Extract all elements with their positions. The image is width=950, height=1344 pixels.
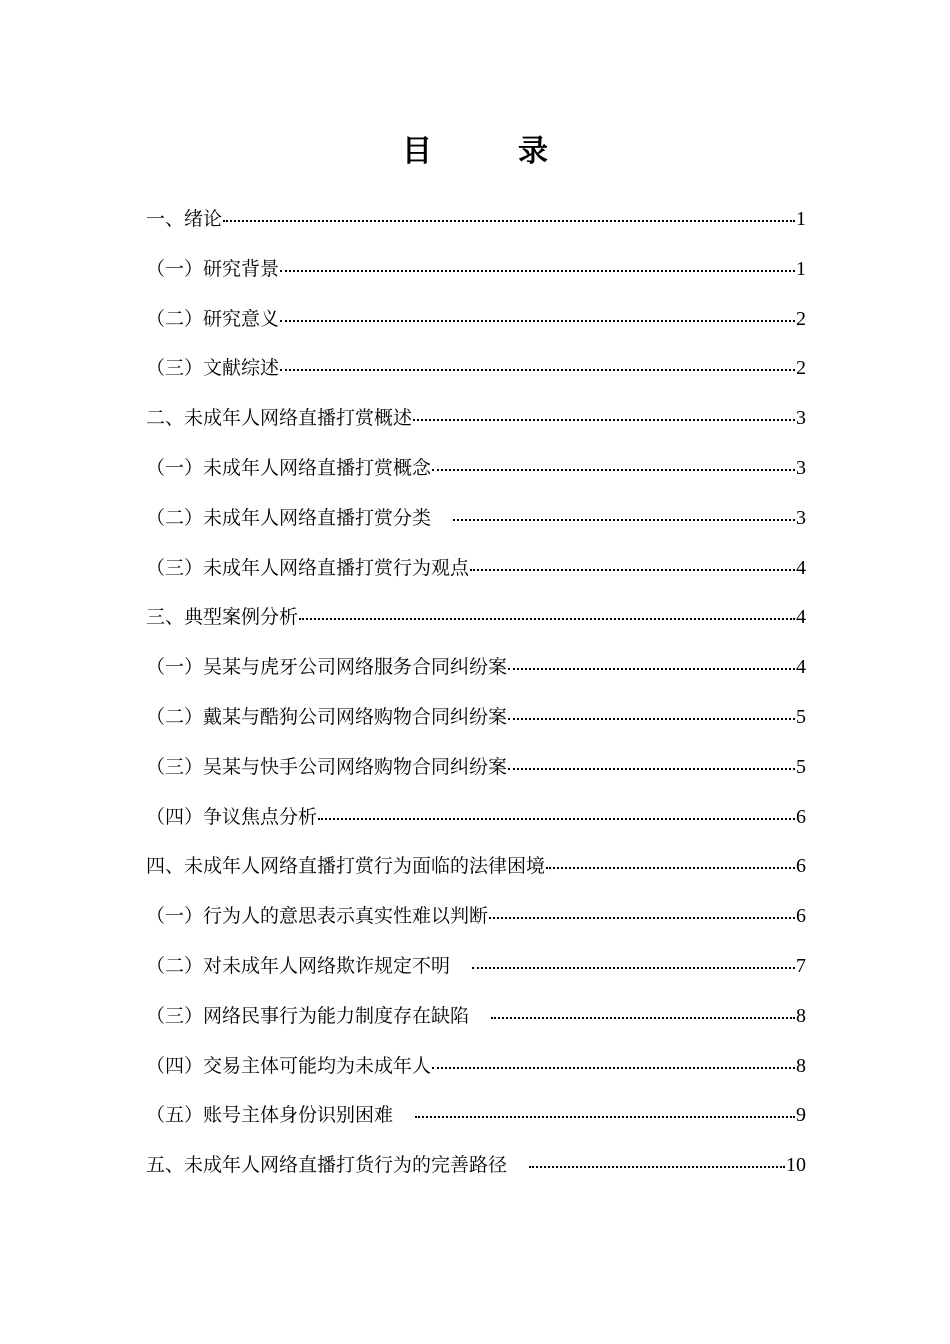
toc-entry-label: 四、未成年人网络直播打赏行为面临的法律困境 bbox=[146, 855, 546, 878]
toc-page-number: 4 bbox=[796, 556, 806, 579]
toc-entry[interactable] bbox=[146, 593, 806, 643]
toc-entry-label: 五、未成年人网络直播打货行为的完善路径 bbox=[146, 1154, 508, 1177]
toc-page-number: 9 bbox=[796, 1104, 806, 1127]
toc-page-number: 6 bbox=[796, 905, 806, 928]
toc-entry-label: （三）未成年人网络直播打赏行为观点 bbox=[146, 556, 470, 579]
toc-page-number: 4 bbox=[796, 606, 806, 629]
toc-dot-leader bbox=[413, 404, 795, 424]
toc-entry-label: （二）戴某与酷狗公司网络购物合同纠纷案 bbox=[146, 705, 508, 728]
toc-entry-label: （二）研究意义 bbox=[146, 307, 280, 330]
toc-entry[interactable] bbox=[146, 743, 806, 793]
toc-page-number: 3 bbox=[796, 407, 806, 430]
toc-entry-label: （二）未成年人网络直播打赏分类 bbox=[146, 506, 432, 529]
toc-title: 目 录 bbox=[402, 134, 576, 169]
toc-entry[interactable] bbox=[146, 942, 806, 992]
toc-dot-leader bbox=[470, 554, 795, 574]
toc-entry[interactable] bbox=[146, 494, 806, 544]
toc-entry[interactable] bbox=[146, 1141, 806, 1191]
toc-entry-label: （三）网络民事行为能力制度存在缺陷 bbox=[146, 1004, 470, 1027]
toc-entry-label: 二、未成年人网络直播打赏概述 bbox=[146, 407, 413, 430]
toc-dot-leader bbox=[280, 255, 795, 275]
toc-entry[interactable] bbox=[146, 693, 806, 743]
toc-page-number: 3 bbox=[796, 456, 806, 479]
toc-entry-label: （一）行为人的意思表示真实性难以判断 bbox=[146, 905, 489, 928]
toc-dot-leader bbox=[529, 1151, 785, 1171]
toc-page-number: 1 bbox=[796, 208, 806, 230]
toc-entry-label: （五）账号主体身份识别困难 bbox=[146, 1104, 394, 1127]
toc-entry[interactable] bbox=[146, 992, 806, 1042]
toc-dot-leader bbox=[508, 753, 795, 773]
toc-dot-leader bbox=[432, 1052, 795, 1072]
toc-page-number: 7 bbox=[796, 954, 806, 977]
toc-dot-leader bbox=[432, 454, 795, 474]
toc-entry-label: （三）文献综述 bbox=[146, 357, 280, 380]
toc-entry-label: （二）对未成年人网络欺诈规定不明 bbox=[146, 954, 451, 977]
toc-entry[interactable] bbox=[146, 195, 806, 245]
toc-entry[interactable] bbox=[146, 793, 806, 843]
toc-entry-label: 三、典型案例分析 bbox=[146, 606, 299, 629]
toc-entry[interactable] bbox=[146, 295, 806, 345]
toc-entry-label: （四）争议焦点分析 bbox=[146, 805, 318, 828]
toc-entry[interactable] bbox=[146, 394, 806, 444]
toc-entry-label: （一）未成年人网络直播打赏概念 bbox=[146, 456, 432, 479]
toc-entry[interactable] bbox=[146, 1042, 806, 1092]
toc-page-number: 5 bbox=[796, 755, 806, 778]
toc-page-number: 1 bbox=[796, 257, 806, 280]
toc-entry[interactable] bbox=[146, 643, 806, 693]
toc-entry[interactable] bbox=[146, 1091, 806, 1141]
toc-dot-leader bbox=[491, 1002, 795, 1022]
toc-entry[interactable] bbox=[146, 544, 806, 594]
toc-dot-leader bbox=[508, 703, 795, 723]
toc-entry[interactable] bbox=[146, 444, 806, 494]
toc-entry-label: （一）研究背景 bbox=[146, 257, 280, 280]
toc-entry[interactable] bbox=[146, 344, 806, 394]
toc-entry-label: （三）吴某与快手公司网络购物合同纠纷案 bbox=[146, 755, 508, 778]
toc-page-number: 6 bbox=[796, 855, 806, 878]
toc-entry-label: 一、绪论 bbox=[146, 208, 223, 230]
toc-page-number: 3 bbox=[796, 506, 806, 529]
toc-dot-leader bbox=[318, 803, 795, 823]
toc-page-number: 6 bbox=[796, 805, 806, 828]
toc-entry[interactable] bbox=[146, 245, 806, 295]
toc-entry-label: （四）交易主体可能均为未成年人 bbox=[146, 1054, 432, 1077]
toc-page-number: 2 bbox=[796, 307, 806, 330]
toc-entry-label: （一）吴某与虎牙公司网络服务合同纠纷案 bbox=[146, 656, 508, 679]
toc-page-number: 5 bbox=[796, 705, 806, 728]
toc-page-number: 4 bbox=[796, 656, 806, 679]
toc-dot-leader bbox=[299, 603, 795, 623]
toc-entry[interactable] bbox=[146, 892, 806, 942]
toc-dot-leader bbox=[280, 305, 795, 325]
toc-dot-leader bbox=[546, 852, 795, 872]
toc-page-number: 8 bbox=[796, 1004, 806, 1027]
toc-dot-leader bbox=[489, 902, 795, 922]
toc-dot-leader bbox=[453, 504, 795, 524]
toc-list bbox=[146, 195, 806, 1191]
toc-dot-leader bbox=[223, 205, 795, 225]
toc-dot-leader bbox=[415, 1101, 795, 1121]
toc-entry[interactable] bbox=[146, 842, 806, 892]
toc-page-number: 8 bbox=[796, 1054, 806, 1077]
toc-dot-leader bbox=[472, 952, 795, 972]
toc-dot-leader bbox=[508, 653, 795, 673]
toc-page-number: 10 bbox=[786, 1154, 806, 1177]
toc-dot-leader bbox=[280, 354, 795, 374]
toc-page-number: 2 bbox=[796, 357, 806, 380]
